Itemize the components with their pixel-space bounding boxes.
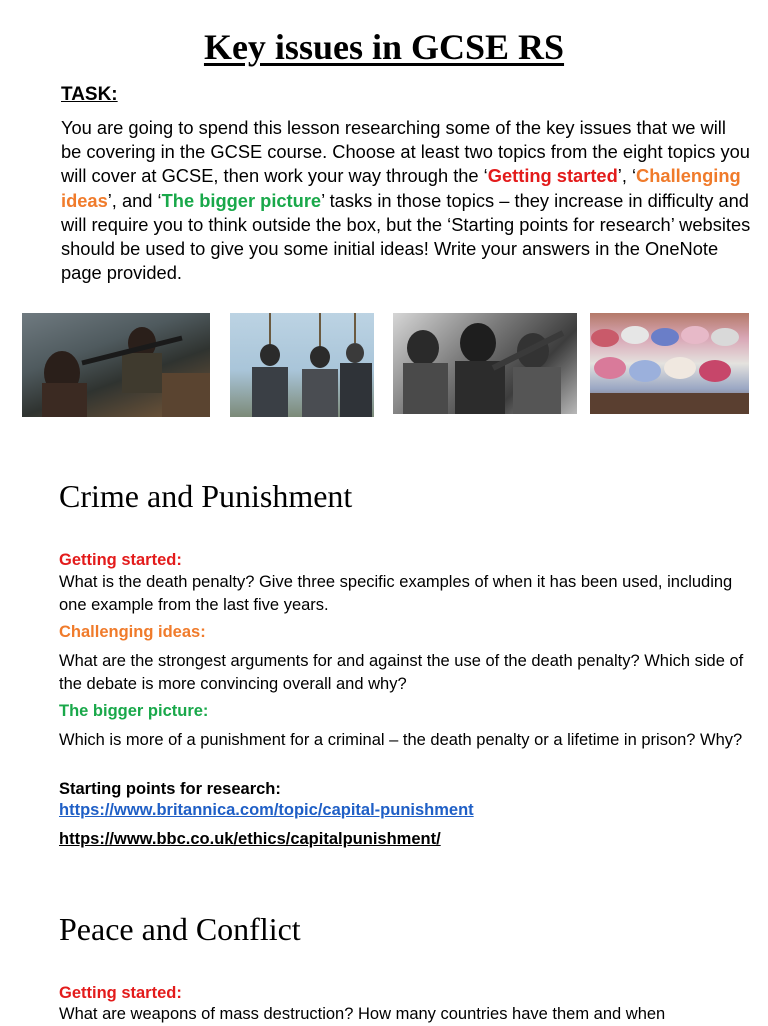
challenging-ideas-label: Challenging ideas:	[59, 623, 206, 641]
bigger-picture-text: Which is more of a punishment for a criminal – the death penalty or a lifetime in prison? Why?	[59, 731, 743, 749]
section-heading-crime: Crime and Punishment	[59, 478, 353, 514]
getting-started-label: Getting started:	[59, 551, 182, 569]
section-heading-peace: Peace and Conflict	[59, 911, 301, 947]
research-label: Starting points for research:	[59, 780, 281, 798]
bbc-link[interactable]: https://www.bbc.co.uk/ethics/capitalpunishment/	[59, 830, 441, 848]
task-label: TASK:	[61, 84, 118, 105]
task-separator: ’, and ‘	[107, 189, 162, 211]
photo-prayer	[590, 313, 749, 414]
getting-started-text: What is the death penalty? Give three specific examples of when it has been used, including one example from the last five years.	[59, 573, 733, 614]
task-outro-text: ’ tasks in those topics – they increase in difficulty and will require you to think outside the box, but the ‘Starting points for research’ websites should be used to give you some initial ideas! Write your answers in the OneNote page provided.	[61, 189, 751, 284]
task-instructions	[61, 116, 751, 285]
photo-starving-children	[393, 313, 577, 414]
peace-getting-started-text: What are weapons of mass destruction? How many countries have them and when	[59, 1005, 666, 1023]
task-separator: ’, ‘	[617, 165, 637, 187]
getting-started-highlight: Getting started	[487, 165, 618, 187]
challenging-ideas-text: What are the strongest arguments for and against the use of the death penalty? Which side of the debate is more convincing overall and why?	[59, 652, 744, 693]
photo-execution	[230, 313, 374, 417]
photo-child-soldiers	[22, 313, 210, 417]
page-title: Key issues in GCSE RS	[203, 27, 565, 67]
britannica-link[interactable]: https://www.britannica.com/topic/capital-punishment	[59, 801, 474, 819]
peace-getting-started-label: Getting started:	[59, 984, 182, 1002]
bigger-picture-label: The bigger picture:	[59, 702, 209, 720]
bigger-picture-highlight: The bigger picture	[161, 189, 322, 211]
challenging-ideas-highlight: Challenging ideas	[61, 165, 741, 211]
task-intro-text: You are going to spend this lesson researching some of the key issues that we will be covering in the GCSE course. Choose at least two topics from the eight topics you will cover at GCSE, then work your way through the ‘	[61, 117, 750, 187]
